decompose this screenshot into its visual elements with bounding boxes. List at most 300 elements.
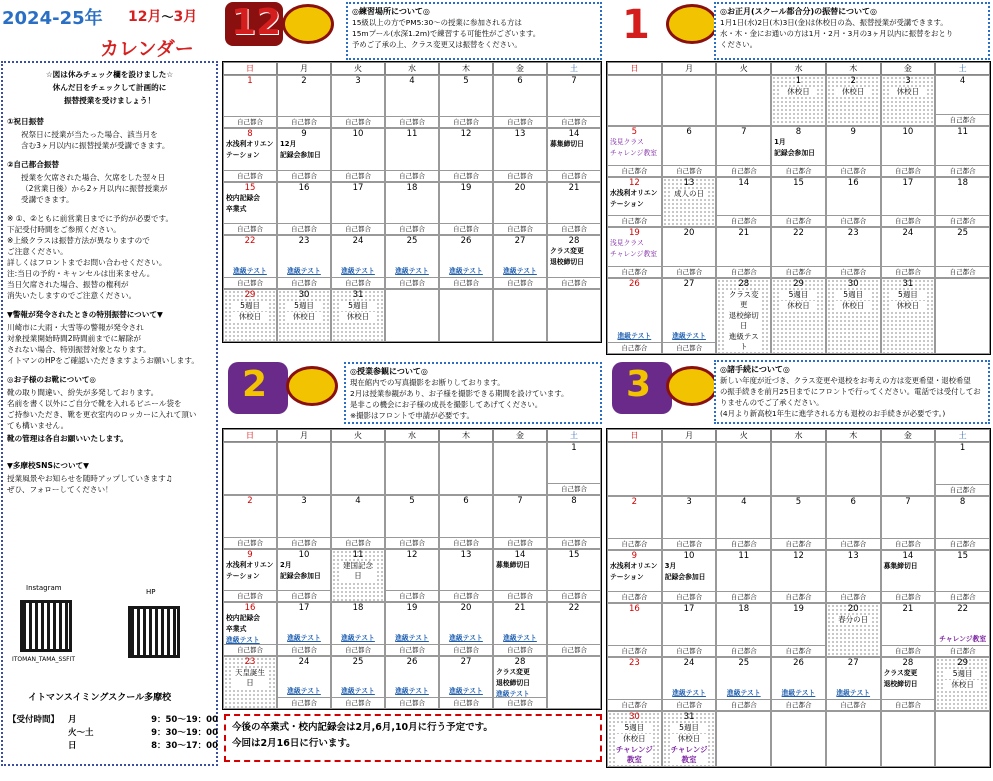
absence-check-box[interactable]: 自己都合 xyxy=(608,165,661,176)
day-cell[interactable] xyxy=(277,656,331,709)
day-cell[interactable] xyxy=(881,550,936,604)
day-cell[interactable] xyxy=(716,278,771,354)
day-cell[interactable] xyxy=(439,235,493,288)
event-label: チャレンジ教室 xyxy=(939,635,987,644)
day-cell[interactable] xyxy=(223,235,277,288)
absence-check-box[interactable]: 自己都合 xyxy=(717,645,770,656)
day-number: 27 xyxy=(847,658,859,669)
day-cell[interactable] xyxy=(716,603,771,657)
section4-heading: ▼警報が発令されたときの特別振替について▼ xyxy=(7,310,163,319)
absence-check-box[interactable]: 自己都合 xyxy=(440,116,492,127)
absence-check-box[interactable]: 自己都合 xyxy=(494,116,546,127)
day-cell[interactable] xyxy=(607,177,662,228)
absence-check-box[interactable]: 自己都合 xyxy=(548,116,600,127)
day-cell[interactable] xyxy=(547,442,601,495)
absence-check-box[interactable]: 自己都合 xyxy=(278,223,330,234)
day-cell[interactable] xyxy=(223,495,277,548)
day-number: 11 xyxy=(406,129,418,140)
day-cell[interactable] xyxy=(277,235,331,288)
absence-check-box[interactable]: 自己都合 xyxy=(936,215,989,226)
day-cell[interactable] xyxy=(493,128,547,181)
absence-check-box[interactable]: 自己都合 xyxy=(663,591,716,602)
day-cell[interactable] xyxy=(662,278,717,354)
day-cell[interactable] xyxy=(547,602,601,655)
absence-check-box[interactable]: 自己都合 xyxy=(332,644,384,655)
absence-check-box[interactable]: 自己都合 xyxy=(224,537,276,548)
day-cell[interactable] xyxy=(277,289,331,342)
day-cell[interactable] xyxy=(223,289,277,342)
day-cell[interactable] xyxy=(935,442,990,496)
day-cell[interactable] xyxy=(277,128,331,181)
day-cell[interactable] xyxy=(662,711,717,767)
day-cell[interactable] xyxy=(771,278,826,354)
day-cell[interactable] xyxy=(607,126,662,177)
day-number: 22 xyxy=(957,604,969,615)
absence-check-box[interactable]: 自己都合 xyxy=(224,170,276,181)
day-cell[interactable] xyxy=(826,75,881,126)
absence-check-box[interactable]: 自己都合 xyxy=(717,266,770,277)
absence-check-box[interactable]: 自己都合 xyxy=(494,644,546,655)
calendar-february xyxy=(222,428,602,710)
day-cell[interactable] xyxy=(881,126,936,177)
day-cell[interactable] xyxy=(826,278,881,354)
absence-check-box[interactable]: 自己都合 xyxy=(332,537,384,548)
absence-check-box[interactable]: 自己都合 xyxy=(882,645,935,656)
absence-check-box[interactable]: 自己都合 xyxy=(608,215,661,226)
day-number: 26 xyxy=(406,656,418,667)
instagram-qr-icon[interactable] xyxy=(20,600,72,652)
absence-check-box[interactable]: 自己都合 xyxy=(386,170,438,181)
weekday-header: 日 xyxy=(223,62,277,75)
absence-check-box[interactable]: 自己都合 xyxy=(608,538,661,549)
day-cell[interactable] xyxy=(493,182,547,235)
absence-check-box[interactable]: 自己都合 xyxy=(772,591,825,602)
day-cell[interactable] xyxy=(385,75,439,128)
day-cell[interactable] xyxy=(716,550,771,604)
absence-check-box[interactable]: 自己都合 xyxy=(548,170,600,181)
day-number: 17 xyxy=(683,604,695,615)
absence-check-box[interactable]: 自己都合 xyxy=(608,645,661,656)
day-cell[interactable] xyxy=(881,496,936,550)
day-cell[interactable] xyxy=(881,177,936,228)
event-label: 進級テスト xyxy=(781,688,816,697)
day-cell[interactable] xyxy=(935,126,990,177)
day-cell xyxy=(439,442,493,495)
absence-check-box[interactable]: 自己都合 xyxy=(386,116,438,127)
absence-check-box[interactable]: 自己都合 xyxy=(717,165,770,176)
absence-check-box[interactable]: 自己都合 xyxy=(882,699,935,710)
day-cell[interactable] xyxy=(223,75,277,128)
absence-check-box[interactable]: 自己都合 xyxy=(936,591,989,602)
event-label: 1月 xyxy=(774,137,786,146)
day-cell[interactable] xyxy=(607,278,662,354)
day-cell[interactable] xyxy=(935,550,990,604)
holiday-label: 休校日 xyxy=(944,680,981,690)
day-cell[interactable] xyxy=(547,495,601,548)
day-cell[interactable] xyxy=(935,657,990,711)
day-cell[interactable] xyxy=(826,227,881,278)
day-cell[interactable] xyxy=(935,227,990,278)
day-cell[interactable] xyxy=(607,496,662,550)
day-cell[interactable] xyxy=(331,75,385,128)
absence-check-box[interactable]: 自己都合 xyxy=(608,342,661,353)
day-cell xyxy=(771,711,826,767)
day-number: 18 xyxy=(352,603,364,614)
day-number: 24 xyxy=(683,658,695,669)
day-cell[interactable] xyxy=(826,603,881,657)
holiday-label: 春分の日 xyxy=(835,615,872,625)
day-number: 8 xyxy=(571,496,577,507)
day-cell[interactable] xyxy=(547,75,601,128)
absence-check-box[interactable]: 自己都合 xyxy=(548,590,600,601)
day-cell[interactable] xyxy=(547,128,601,181)
absence-check-box[interactable]: 自己都合 xyxy=(386,697,438,708)
absence-check-box[interactable]: 自己都合 xyxy=(772,215,825,226)
day-cell[interactable] xyxy=(607,711,662,767)
absence-check-box[interactable]: 自己都合 xyxy=(936,484,989,495)
event-label: クラス変更 xyxy=(496,667,530,676)
day-number: 28 xyxy=(568,236,580,247)
day-number: 22 xyxy=(568,603,580,614)
day-cell[interactable] xyxy=(385,182,439,235)
day-cell[interactable] xyxy=(331,656,385,709)
absence-check-box[interactable]: 自己都合 xyxy=(827,591,880,602)
day-cell[interactable] xyxy=(716,177,771,228)
day-cell[interactable] xyxy=(223,182,277,235)
absence-check-box[interactable]: 自己都合 xyxy=(332,170,384,181)
absence-check-box[interactable]: 自己都合 xyxy=(772,165,825,176)
absence-check-box[interactable]: 自己都合 xyxy=(827,165,880,176)
day-cell[interactable] xyxy=(881,657,936,711)
day-cell[interactable] xyxy=(223,656,277,709)
day-cell[interactable] xyxy=(493,75,547,128)
absence-check-box[interactable]: 自己都合 xyxy=(332,116,384,127)
day-cell xyxy=(493,289,547,342)
day-cell[interactable] xyxy=(771,126,826,177)
day-cell[interactable] xyxy=(881,227,936,278)
day-cell[interactable] xyxy=(935,177,990,228)
day-number: 3 xyxy=(301,496,307,507)
absence-check-box[interactable]: 自己都合 xyxy=(278,537,330,548)
absence-check-box[interactable]: 自己都合 xyxy=(278,697,330,708)
day-cell[interactable] xyxy=(493,602,547,655)
absence-check-box[interactable]: 自己都合 xyxy=(882,591,935,602)
holiday-label: 5週目 xyxy=(671,723,708,733)
day-number: 30 xyxy=(298,289,310,300)
day-number: 6 xyxy=(686,126,692,137)
day-number: 29 xyxy=(244,289,256,300)
absence-check-box[interactable]: 自己都合 xyxy=(608,591,661,602)
absence-check-box[interactable]: 自己都合 xyxy=(440,223,492,234)
holiday-label: 休校日 xyxy=(889,87,926,97)
day-number: 16 xyxy=(244,603,256,614)
day-cell[interactable] xyxy=(547,549,601,602)
absence-check-box[interactable]: 自己都合 xyxy=(386,277,438,288)
absence-check-box[interactable]: 自己都合 xyxy=(332,697,384,708)
day-cell[interactable] xyxy=(277,75,331,128)
absence-check-box[interactable]: 自己都合 xyxy=(827,215,880,226)
day-cell[interactable] xyxy=(771,177,826,228)
day-number: 10 xyxy=(683,550,695,561)
absence-check-box[interactable]: 自己都合 xyxy=(827,266,880,277)
event-label: 進級テスト xyxy=(836,688,871,697)
absence-check-box[interactable]: 自己都合 xyxy=(548,483,600,494)
day-cell[interactable] xyxy=(716,227,771,278)
weekday-header: 日 xyxy=(607,62,662,75)
weekday-header: 月 xyxy=(662,429,717,442)
absence-check-box[interactable]: 自己都合 xyxy=(608,699,661,710)
day-cell[interactable] xyxy=(716,657,771,711)
absence-check-box[interactable]: 自己都合 xyxy=(827,699,880,710)
day-number: 24 xyxy=(352,236,364,247)
day-cell[interactable] xyxy=(935,496,990,550)
day-cell[interactable] xyxy=(331,289,385,342)
absence-check-box[interactable]: 自己都合 xyxy=(663,645,716,656)
absence-check-box[interactable]: 自己都合 xyxy=(224,223,276,234)
day-number: 13 xyxy=(514,129,526,140)
day-cell[interactable] xyxy=(826,126,881,177)
absence-check-box[interactable]: 自己都合 xyxy=(772,266,825,277)
day-cell[interactable] xyxy=(716,496,771,550)
day-cell[interactable] xyxy=(607,603,662,657)
weekday-header: 水 xyxy=(771,62,826,75)
event-label: 進級テスト xyxy=(395,687,429,695)
day-number: 2 xyxy=(247,496,253,507)
day-cell[interactable] xyxy=(935,75,990,126)
day-cell[interactable] xyxy=(331,495,385,548)
day-cell[interactable] xyxy=(881,75,936,126)
absence-check-box[interactable]: 自己都合 xyxy=(827,538,880,549)
event-label: チャレンジ教室 xyxy=(610,148,658,157)
absence-check-box[interactable]: 自己都合 xyxy=(278,170,330,181)
absence-check-box[interactable]: 自己都合 xyxy=(332,277,384,288)
section4-text: 川崎市に大雨・大雪等の警報が発令され 対象授業開始時間2時間前までに解除が されない場合、特別振替対象となります。 イトマンのHPをご確認いただきますようお願いします。 xyxy=(7,323,199,365)
day-number: 7 xyxy=(517,496,523,507)
day-cell[interactable] xyxy=(331,235,385,288)
absence-check-box[interactable]: 自己都合 xyxy=(494,223,546,234)
absence-check-box[interactable]: 自己都合 xyxy=(717,538,770,549)
day-cell[interactable] xyxy=(826,550,881,604)
event-label: 卒業式 xyxy=(226,625,247,634)
holiday-label: 休校日 xyxy=(835,87,872,97)
absence-check-box[interactable]: 自己都合 xyxy=(278,277,330,288)
absence-check-box[interactable]: 自己都合 xyxy=(882,215,935,226)
absence-check-box[interactable]: 自己都合 xyxy=(494,277,546,288)
absence-check-box[interactable]: 自己都合 xyxy=(386,537,438,548)
absence-check-box[interactable]: 自己都合 xyxy=(440,537,492,548)
absence-check-box[interactable]: 自己都合 xyxy=(772,645,825,656)
hours-list xyxy=(68,714,218,753)
absence-check-box[interactable]: 自己都合 xyxy=(548,537,600,548)
absence-check-box[interactable]: 自己都合 xyxy=(440,590,492,601)
absence-check-box[interactable]: 自己都合 xyxy=(936,266,989,277)
day-cell[interactable] xyxy=(771,657,826,711)
day-cell[interactable] xyxy=(439,549,493,602)
day-cell[interactable] xyxy=(277,602,331,655)
absence-check-box[interactable]: 自己都合 xyxy=(882,165,935,176)
weekday-header: 月 xyxy=(662,62,717,75)
day-cell[interactable] xyxy=(881,278,936,354)
absence-check-box[interactable]: 自己都合 xyxy=(386,223,438,234)
day-cell[interactable] xyxy=(439,602,493,655)
absence-check-box[interactable]: 自己都合 xyxy=(663,165,716,176)
day-cell[interactable] xyxy=(771,496,826,550)
day-cell[interactable] xyxy=(771,603,826,657)
day-cell[interactable] xyxy=(607,227,662,278)
holiday-label: 進級テスト xyxy=(725,332,762,352)
section1-text: 祝祭日に授業が当たった場合、該当月を 含む3ヶ月以内に振替授業が受講できます。 xyxy=(21,130,170,150)
day-cell[interactable] xyxy=(385,495,439,548)
day-cell[interactable] xyxy=(771,550,826,604)
day-cell[interactable] xyxy=(662,603,717,657)
day-cell[interactable] xyxy=(935,603,990,657)
day-cell[interactable] xyxy=(662,496,717,550)
day-cell[interactable] xyxy=(331,549,385,602)
day-number: 31 xyxy=(352,289,364,300)
event-label: 募集締切日 xyxy=(496,560,530,569)
day-number: 10 xyxy=(298,549,310,560)
day-cell[interactable] xyxy=(439,128,493,181)
absence-check-box[interactable]: 自己都合 xyxy=(772,538,825,549)
absence-check-box[interactable]: 自己都合 xyxy=(717,699,770,710)
absence-check-box[interactable]: 自己都合 xyxy=(278,644,330,655)
school-name: イトマンスイミングスクール多摩校 xyxy=(28,693,172,703)
hp-label: HP xyxy=(146,588,156,596)
absence-check-box[interactable]: 自己都合 xyxy=(936,538,989,549)
event-badge-icon-2 xyxy=(666,4,718,44)
absence-check-box[interactable]: 自己都合 xyxy=(224,277,276,288)
day-cell[interactable] xyxy=(607,550,662,604)
day-cell[interactable] xyxy=(662,657,717,711)
absence-check-box[interactable]: 自己都合 xyxy=(663,538,716,549)
absence-check-box[interactable]: 自己都合 xyxy=(663,266,716,277)
absence-check-box[interactable]: 自己都合 xyxy=(936,645,989,656)
absence-check-box[interactable]: 自己都合 xyxy=(548,277,600,288)
day-cell[interactable] xyxy=(385,656,439,709)
absence-check-box[interactable]: 自己都合 xyxy=(717,591,770,602)
day-cell[interactable] xyxy=(771,75,826,126)
day-cell[interactable] xyxy=(662,177,717,228)
day-cell[interactable] xyxy=(881,603,936,657)
day-cell[interactable] xyxy=(331,182,385,235)
day-cell[interactable] xyxy=(331,602,385,655)
absence-check-box[interactable]: 自己都合 xyxy=(386,590,438,601)
absence-check-box[interactable]: 自己都合 xyxy=(882,266,935,277)
absence-check-box[interactable]: 自己都合 xyxy=(882,538,935,549)
day-cell[interactable] xyxy=(771,227,826,278)
absence-check-box[interactable]: 自己都合 xyxy=(548,223,600,234)
day-cell[interactable] xyxy=(439,75,493,128)
calendar-december xyxy=(222,61,602,343)
day-cell[interactable] xyxy=(439,656,493,709)
day-cell[interactable] xyxy=(716,126,771,177)
day-cell[interactable] xyxy=(277,549,331,602)
day-cell[interactable] xyxy=(607,657,662,711)
absence-check-box[interactable]: 自己都合 xyxy=(494,697,546,708)
day-cell[interactable] xyxy=(493,235,547,288)
absence-check-box[interactable]: 自己都合 xyxy=(332,223,384,234)
day-cell[interactable] xyxy=(385,549,439,602)
day-cell[interactable] xyxy=(493,656,547,709)
event-label: 進級テスト xyxy=(395,266,429,275)
day-number: 25 xyxy=(738,658,750,669)
absence-check-box[interactable]: 自己都合 xyxy=(278,116,330,127)
day-cell[interactable] xyxy=(223,549,277,602)
note-march xyxy=(714,360,990,424)
absence-check-box[interactable]: 自己都合 xyxy=(494,537,546,548)
absence-check-box[interactable]: 自己都合 xyxy=(717,215,770,226)
day-cell[interactable] xyxy=(547,182,601,235)
absence-check-box[interactable]: 自己都合 xyxy=(494,170,546,181)
absence-check-box[interactable]: 自己都合 xyxy=(386,644,438,655)
absence-check-box[interactable]: 自己都合 xyxy=(772,699,825,710)
absence-check-box[interactable]: 自己都合 xyxy=(936,165,989,176)
day-cell[interactable] xyxy=(223,128,277,181)
absence-check-box[interactable]: 自己都合 xyxy=(278,590,330,601)
day-cell[interactable] xyxy=(547,235,601,288)
weekday-header: 日 xyxy=(607,429,662,442)
day-cell[interactable] xyxy=(277,495,331,548)
day-cell[interactable] xyxy=(277,182,331,235)
event-label: 卒業式 xyxy=(226,204,247,213)
event-label: クラス変更 xyxy=(883,669,918,678)
note-december xyxy=(346,2,602,60)
holiday-label: 5週目 xyxy=(286,301,322,311)
absence-check-box[interactable]: 自己都合 xyxy=(936,114,989,125)
absence-check-box[interactable]: 自己都合 xyxy=(440,644,492,655)
day-cell[interactable] xyxy=(385,235,439,288)
absence-check-box[interactable]: 自己都合 xyxy=(548,644,600,655)
day-cell[interactable] xyxy=(493,549,547,602)
day-cell[interactable] xyxy=(662,550,717,604)
absence-check-box[interactable]: 自己都合 xyxy=(224,590,276,601)
absence-check-box[interactable]: 自己都合 xyxy=(608,266,661,277)
day-cell[interactable] xyxy=(493,495,547,548)
day-cell[interactable] xyxy=(439,495,493,548)
holiday-label: 5週目 xyxy=(232,301,268,311)
absence-check-box[interactable]: 自己都合 xyxy=(494,590,546,601)
hp-qr-icon[interactable] xyxy=(128,606,180,658)
day-cell[interactable] xyxy=(439,182,493,235)
day-cell xyxy=(385,442,439,495)
day-cell[interactable] xyxy=(662,227,717,278)
day-number: 7 xyxy=(905,496,911,507)
event-label: 水浅利オリエン xyxy=(226,560,274,569)
day-cell[interactable] xyxy=(331,128,385,181)
day-cell[interactable] xyxy=(385,128,439,181)
day-cell[interactable] xyxy=(662,126,717,177)
absence-check-box[interactable]: 自己都合 xyxy=(440,170,492,181)
day-cell[interactable] xyxy=(826,496,881,550)
absence-check-box[interactable]: 自己都合 xyxy=(440,277,492,288)
day-cell[interactable] xyxy=(385,602,439,655)
day-number: 14 xyxy=(514,549,526,560)
absence-check-box[interactable]: 自己都合 xyxy=(440,697,492,708)
day-cell[interactable] xyxy=(223,602,277,655)
event-label: テーション xyxy=(226,151,260,160)
absence-check-box[interactable]: 自己都合 xyxy=(663,699,716,710)
absence-check-box[interactable]: 自己都合 xyxy=(224,644,276,655)
day-cell xyxy=(662,75,717,126)
day-cell[interactable] xyxy=(826,177,881,228)
day-cell[interactable] xyxy=(826,657,881,711)
weekday-header: 火 xyxy=(331,429,385,442)
absence-check-box[interactable]: 自己都合 xyxy=(224,116,276,127)
day-number: 2 xyxy=(850,76,856,86)
day-number: 4 xyxy=(741,496,747,507)
absence-check-box[interactable]: 自己都合 xyxy=(663,342,716,353)
day-number: 27 xyxy=(460,656,472,667)
